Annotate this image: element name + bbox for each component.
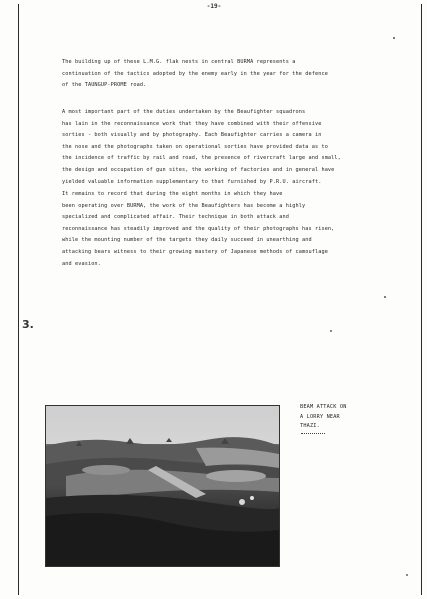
aerial-photograph xyxy=(45,405,280,567)
scan-speck xyxy=(330,330,332,332)
scan-speck xyxy=(393,37,395,39)
scan-speck xyxy=(406,574,408,576)
caption-underline xyxy=(301,433,325,434)
photo-caption xyxy=(300,403,410,432)
figure-number: 3. xyxy=(22,318,34,331)
caption-line: A LORRY NEAR xyxy=(300,413,340,420)
page-number: -19- xyxy=(206,3,222,10)
paragraph-conclusion: It remains to record that during the eight months in which they have been operating over BURMA, the work of the Beaufighters has become a highly specialized and complicated affair. Their technique in both attack and reconnaissance has steadily improved and the quality of their photographs has risen, while the mounting number of the targets they daily succeed in unearthing and attacking bears witness to their growing mastery of Japanese methods of camouflage and evasion. xyxy=(62,191,335,267)
aerial-landscape-image xyxy=(46,406,279,566)
paragraph-flak-nests: The building up of these L.M.G. flak nests in central BURMA represents a continuation of the tactics adopted by the enemy early in the year for the defence of the TAUNGUP-PROME road. xyxy=(62,59,328,89)
paragraph-reconnaissance: A most important part of the duties undertaken by the Beaufighter squadrons has lain in the reconnaissance work that they have combined with their offensive sorties - both visually and by photography. Each Beaufighter carries a camera in the nose and the photographs taken on operational sorties have provided data as to the incidence of traffic by rail and road, the presence of rivercraft large and small, the design and occupation of gun sites, the working of factories and in general have yielded valuable information supplementary to that furnished by P.R.U. aircraft. xyxy=(62,109,341,185)
caption-line: BEAM ATTACK ON xyxy=(300,404,347,410)
caption-line: THAZI. xyxy=(300,423,320,430)
scan-speck xyxy=(384,296,386,298)
